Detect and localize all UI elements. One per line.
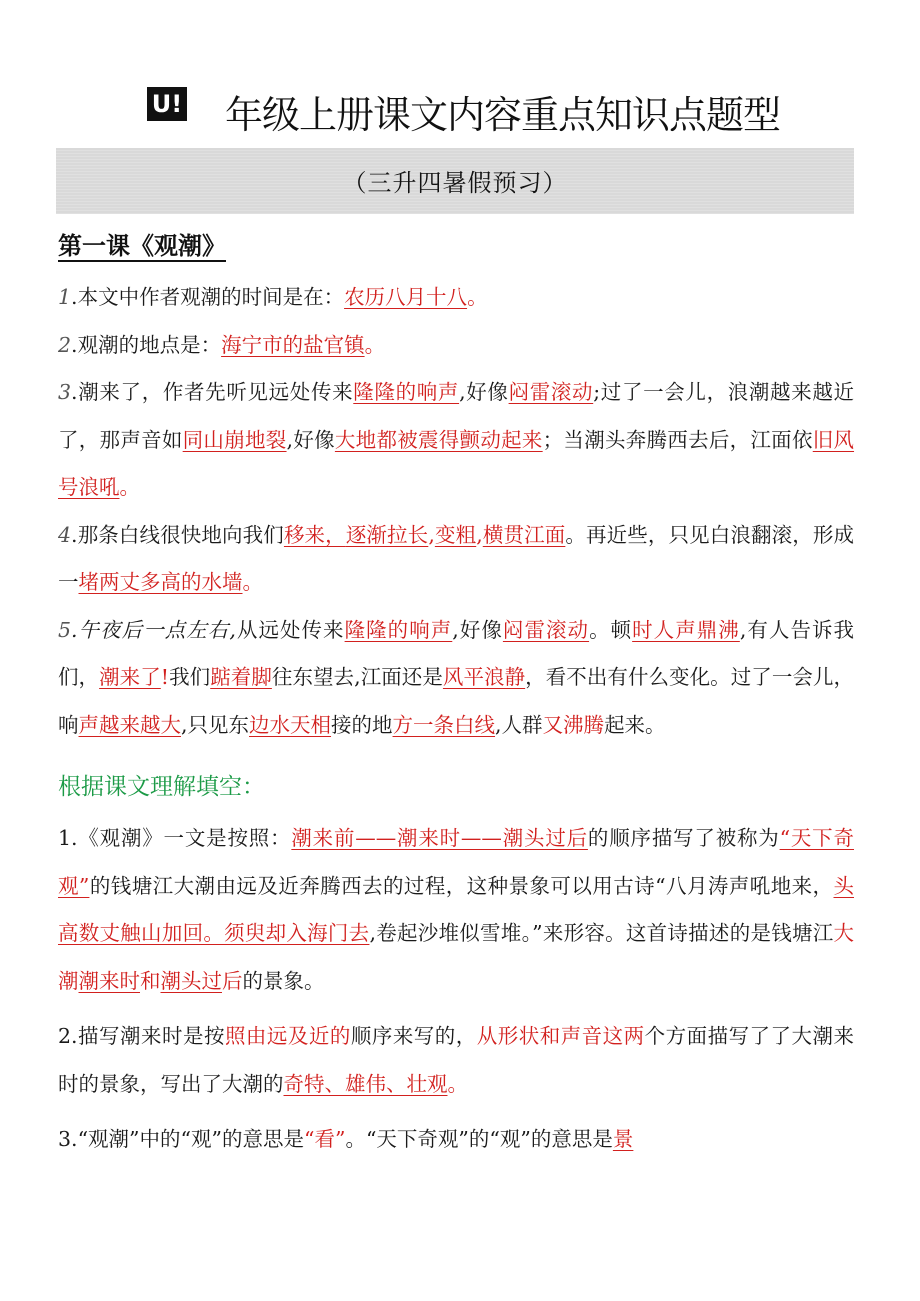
answer: 变粗 [434, 522, 477, 547]
answer: 踮着脚 [210, 665, 272, 689]
item-number: 2 [58, 1024, 72, 1048]
answer: 海宁市的盐官镇 [221, 332, 365, 357]
lesson-title: 第一课《观潮》 [58, 232, 226, 260]
answer: 旧风号浪吼 [58, 427, 855, 499]
answer: 方一条白线 [392, 712, 496, 737]
item-number: 1 [58, 826, 72, 850]
answer: 隆隆的响声 [344, 617, 453, 642]
answer: 闷雷滚动 [508, 380, 594, 404]
question-3: 3.潮来了，作者先听见远处传来隆隆的响声,好像闷雷滚动;过了一会儿，浪潮越来越近了，那声音如同山崩地裂,好像大地都被震得颤动起来；当潮头奔腾西去后，江面依旧风号浪吼。 [58, 380, 855, 499]
title-row [0, 78, 920, 140]
answer: 潮来了 [99, 665, 161, 689]
content-body [58, 274, 854, 1164]
answer: 同山崩地裂 [182, 427, 287, 452]
answer: 头高数丈触山加回。须臾却入海门去 [58, 873, 854, 945]
answer: 时人声鼎沸 [632, 617, 740, 642]
item-number: 1 [58, 285, 72, 309]
item-number: 3 [58, 380, 72, 404]
answer: 奇特、雄伟、壮观 [283, 1071, 448, 1096]
question-5: 5.午夜后一点左右,从远处传来隆隆的响声,好像闷雷滚动。顿时人声鼎沸,有人告诉我们，潮来了!我们踮着脚往东望去,江面还是风平浪静，看不出有什么变化。过了一会儿，响声越来越大,只见东边水天相接的地方一条白线,人群又沸腾起来。 [58, 617, 855, 737]
answer: 移来， [283, 522, 346, 547]
item-number: 2 [58, 332, 72, 357]
answer: “天下奇观” [58, 826, 854, 898]
answer: 大地都被震得颤动起来 [334, 427, 543, 452]
fill-2: 2.描写潮来时是按照由远及近的顺序来写的，从形状和声音这两个方面描写了了大潮来时的景象，写出了大潮的奇特、雄伟、壮观。 [58, 1024, 854, 1096]
answer: 横贯江面 [482, 522, 566, 547]
answer: 风平浪静 [442, 665, 526, 689]
fill-3: 3.“观潮”中的“观”的意思是“看”。“天下奇观”的“观”的意思是景 [58, 1127, 634, 1151]
logo-box: U! [147, 87, 187, 121]
fill-1: 1.《观潮》一文是按照：潮来前——潮来时——潮头过后的顺序描写了被称为“天下奇观”的钱塘江大潮由远及近奔腾西去的过程，这种景象可以用古诗“八月涛声吼地来，头高数丈触山加回。须臾却入海门去,卷起沙堆似雪堆。”来形容。这首诗描述的是钱塘江大潮潮来时和潮头过后的景象。 [58, 826, 855, 993]
answer: 堵两丈多高的水墙 [78, 570, 243, 594]
answer: 声越来越大 [78, 712, 181, 737]
answer: 潮来前——潮来时——潮头过后 [291, 826, 588, 850]
item-number: 5 [58, 617, 72, 642]
subtitle-bar: （三升四暑假预习） [56, 148, 854, 214]
answer: 景 [612, 1127, 634, 1151]
page-title: 年级上册课文内容重点知识点题型 [225, 93, 781, 137]
answer: 闷雷滚动 [502, 617, 590, 642]
answer: 边水天相 [249, 712, 332, 737]
question-1: 1.本文中作者观潮的时间是在：农历八月十八。 [58, 285, 488, 309]
question-2: 2.观潮的地点是：海宁市的盐官镇。 [58, 332, 386, 357]
answer: 潮头过 [160, 968, 222, 993]
item-number: 3 [58, 1127, 72, 1151]
item-number: 4 [58, 522, 72, 547]
section-heading: 根据课文理解填空： [58, 774, 265, 800]
question-4: 4.那条白线很快地向我们移来，逐渐拉长,变粗,横贯江面。再近些，只见白浪翻滚，形成一堵两丈多高的水墙。 [58, 522, 854, 594]
answer: 农历八月十八 [344, 285, 468, 309]
answer: 隆隆的响声 [353, 380, 460, 404]
answer: 潮来时 [78, 968, 140, 993]
answer: 逐渐拉长 [345, 522, 429, 547]
